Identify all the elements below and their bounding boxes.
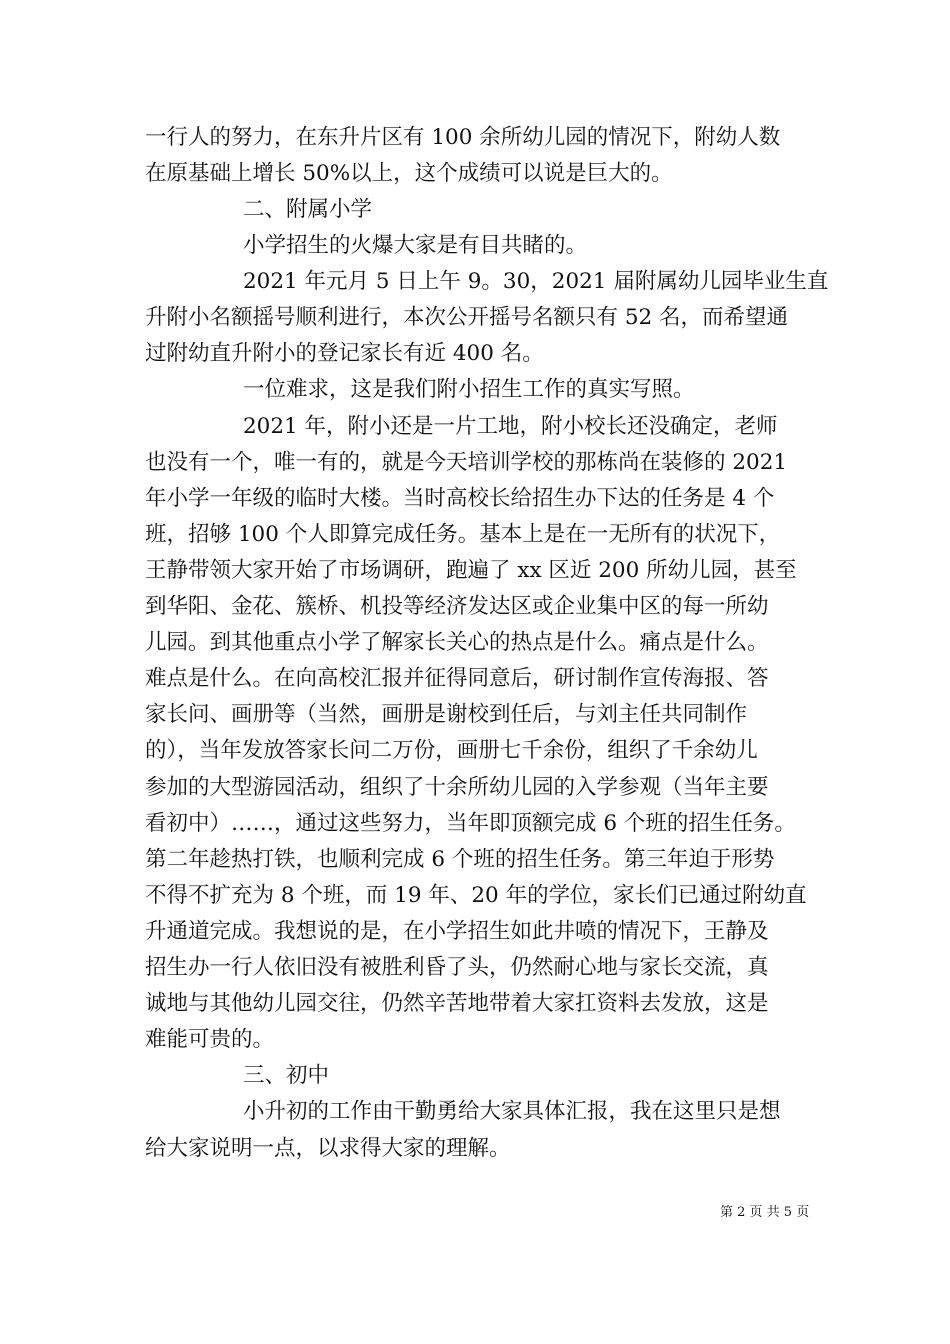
paragraph-line: 的），当年发放答家长问二万份，画册七千余份，组织了千余幼儿 bbox=[145, 738, 758, 763]
paragraph-line: 家长问、画册等（当然，画册是谢校到任后，与刘主任共同制作 bbox=[145, 702, 748, 727]
paragraph-line: 升附小名额摇号顺利进行，本次公开摇号名额只有 52 名，而希望通 bbox=[145, 305, 789, 330]
section-heading: 三、初中 bbox=[243, 1063, 330, 1088]
page-number-footer: 第 2 页 共 5 页 bbox=[720, 1205, 810, 1220]
paragraph-line: 儿园。到其他重点小学了解家长关心的热点是什么。痛点是什么。 bbox=[145, 630, 769, 655]
paragraph-line: 王静带领大家开始了市场调研，跑遍了 xx 区近 200 所幼儿园，甚至 bbox=[145, 558, 797, 583]
paragraph-line: 不得不扩充为 8 个班，而 19 年、20 年的学位，家长们已通过附幼直 bbox=[145, 883, 807, 908]
paragraph-line: 小学招生的火爆大家是有目共睹的。 bbox=[243, 233, 588, 258]
paragraph-line: 招生办一行人依旧没有被胜利昏了头，仍然耐心地与家长交流，真 bbox=[145, 955, 769, 980]
paragraph-line: 到华阳、金花、簇桥、机投等经济发达区或企业集中区的每一所幼 bbox=[145, 594, 769, 619]
paragraph-line: 第二年趁热打铁，也顺利完成 6 个班的招生任务。第三年迫于形势 bbox=[145, 847, 775, 872]
paragraph-line: 在原基础上增长 50%以上，这个成绩可以说是巨大的。 bbox=[145, 161, 673, 186]
paragraph-line: 也没有一个，唯一有的，就是今天培训学校的那栋尚在装修的 2021 bbox=[145, 450, 788, 475]
paragraph-line: 2021 年，附小还是一片工地，附小校长还没确定，老师 bbox=[243, 414, 778, 439]
paragraph-line: 看初中）……，通过这些努力，当年即顶额完成 6 个班的招生任务。 bbox=[145, 811, 796, 836]
paragraph-line: 难能可贵的。 bbox=[145, 1027, 275, 1052]
paragraph-line: 小升初的工作由干勤勇给大家具体汇报，我在这里只是想 bbox=[243, 1099, 781, 1124]
section-heading: 二、附属小学 bbox=[243, 197, 373, 222]
paragraph-line: 参加的大型游园活动，组织了十余所幼儿园的入学参观（当年主要 bbox=[145, 775, 769, 800]
paragraph-line: 年小学一年级的临时大楼。当时高校长给招生办下达的任务是 4 个 bbox=[145, 486, 775, 511]
paragraph-line: 诚地与其他幼儿园交往，仍然辛苦地带着大家扛资料去发放，这是 bbox=[145, 991, 769, 1016]
paragraph-line: 给大家说明一点，以求得大家的理解。 bbox=[145, 1136, 511, 1161]
paragraph-line: 班，招够 100 个人即算完成任务。基本上是在一无所有的状况下， bbox=[145, 522, 781, 547]
paragraph-line: 一行人的努力，在东升片区有 100 余所幼儿园的情况下，附幼人数 bbox=[145, 125, 781, 150]
paragraph-line: 过附幼直升附小的登记家长有近 400 名。 bbox=[145, 341, 544, 366]
paragraph-line: 难点是什么。在向高校汇报并征得同意后，研讨制作宣传海报、答 bbox=[145, 666, 769, 691]
paragraph-line: 2021 年元月 5 日上午 9。30，2021 届附属幼儿园毕业生直 bbox=[243, 269, 829, 294]
paragraph-line: 一位难求，这是我们附小招生工作的真实写照。 bbox=[243, 377, 695, 402]
paragraph-line: 升通道完成。我想说的是，在小学招生如此井喷的情况下，王静及 bbox=[145, 919, 769, 944]
